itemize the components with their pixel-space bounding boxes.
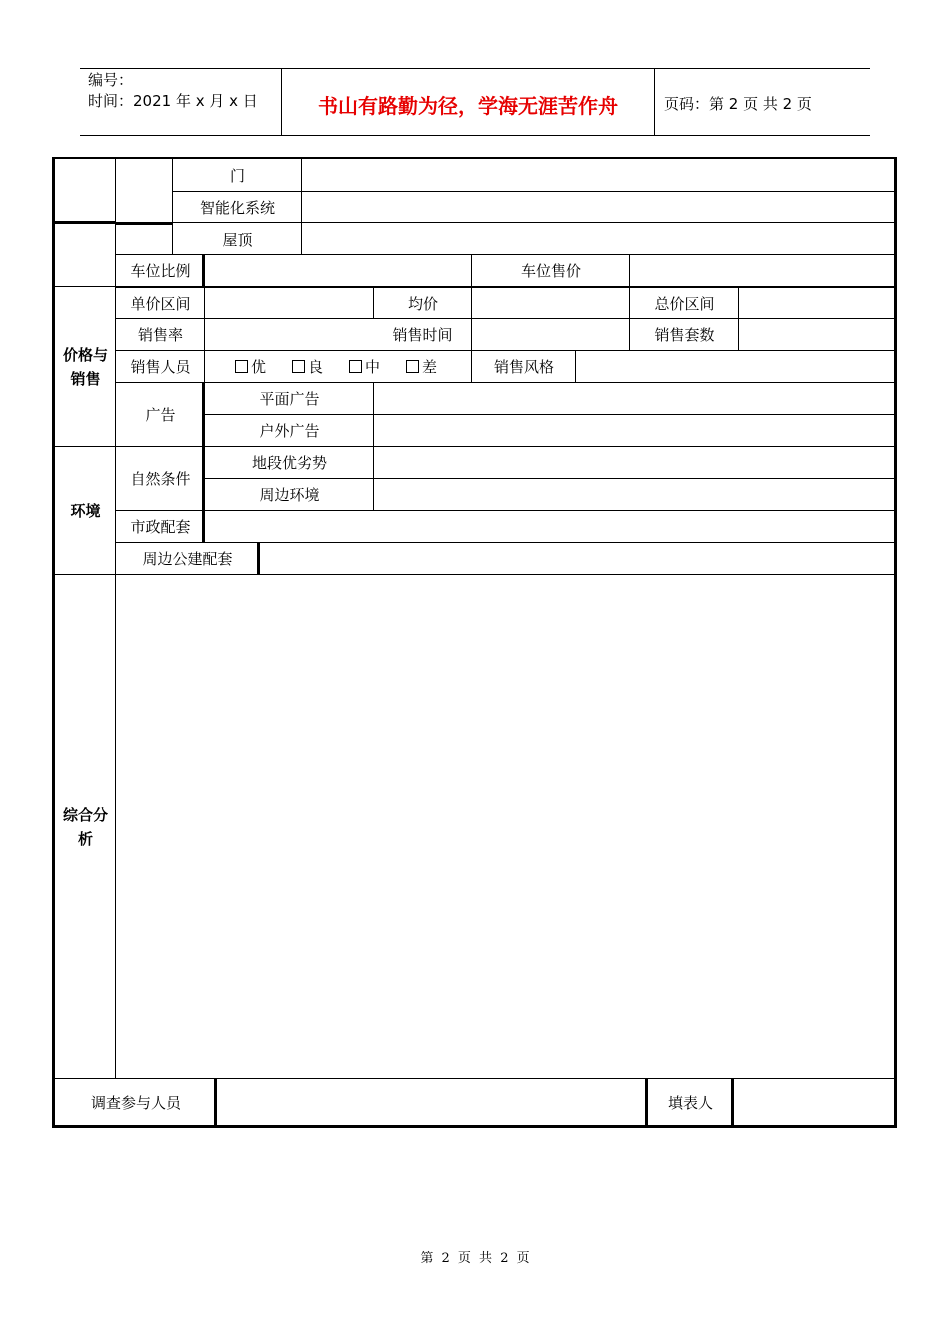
sales-staff-rating — [204, 350, 472, 382]
door-value[interactable] — [301, 159, 894, 191]
rating-option-medium[interactable]: 中 — [349, 356, 380, 377]
blank-cell — [115, 159, 173, 223]
sales-time-label: 销售时间 — [373, 318, 472, 350]
public-facilities-label: 周边公建配套 — [115, 542, 259, 574]
table-right-border — [894, 157, 897, 1128]
public-facilities-value[interactable] — [257, 542, 894, 574]
checkbox-icon[interactable] — [406, 360, 419, 373]
sales-time-value[interactable] — [471, 318, 630, 350]
table-bottom-border — [52, 1125, 897, 1128]
survey-participants-value[interactable] — [214, 1078, 647, 1125]
outdoor-ad-value[interactable] — [373, 414, 894, 446]
checkbox-icon[interactable] — [292, 360, 305, 373]
natural-conditions-label: 自然条件 — [115, 446, 205, 510]
header-divider — [654, 68, 655, 136]
blank-cell — [115, 222, 173, 255]
sales-style-label: 销售风格 — [471, 350, 576, 382]
sales-sets-label: 销售套数 — [629, 318, 739, 350]
roof-label: 屋顶 — [172, 222, 302, 255]
parking-ratio-value[interactable] — [202, 254, 472, 286]
checkbox-icon[interactable] — [235, 360, 248, 373]
roof-value[interactable] — [301, 222, 894, 255]
municipal-facilities-value[interactable] — [202, 510, 894, 542]
header-motto: 书山有路勤为径，学海无涯苦作舟 — [318, 94, 618, 118]
unit-price-range-label: 单价区间 — [115, 286, 205, 318]
checkbox-icon[interactable] — [349, 360, 362, 373]
rating-option-good[interactable]: 良 — [292, 356, 323, 377]
location-pros-cons-value[interactable] — [373, 446, 894, 478]
print-ad-value[interactable] — [373, 382, 894, 414]
parking-price-value[interactable] — [629, 254, 894, 286]
form-filler-value[interactable] — [731, 1078, 894, 1125]
total-price-range-label: 总价区间 — [629, 286, 739, 318]
municipal-facilities-label: 市政配套 — [115, 510, 205, 542]
section-environment: 环境 — [55, 446, 116, 574]
surroundings-value[interactable] — [373, 478, 894, 510]
rating-option-excellent[interactable]: 优 — [235, 356, 266, 377]
avg-price-label: 均价 — [373, 286, 472, 318]
parking-ratio-label: 车位比例 — [115, 254, 205, 286]
analysis-content[interactable] — [115, 574, 894, 1079]
location-pros-cons-label: 地段优劣势 — [202, 446, 374, 478]
time-label: 时间：2021 年 x 月 x 日 — [88, 92, 258, 110]
section-price-sales: 价格与销售 — [55, 286, 116, 446]
page-footer: 第 2 页 共 2 页 — [420, 1251, 530, 1266]
section-cell-blank — [55, 159, 116, 223]
header-meta — [88, 70, 258, 112]
sales-staff-label: 销售人员 — [115, 350, 205, 382]
total-price-range-value[interactable] — [738, 286, 894, 318]
section-analysis: 综合分析 — [55, 574, 116, 1079]
sales-sets-value[interactable] — [738, 318, 894, 350]
smart-system-label: 智能化系统 — [172, 191, 302, 223]
surroundings-label: 周边环境 — [202, 478, 374, 510]
avg-price-value[interactable] — [471, 286, 630, 318]
sales-rate-label: 销售率 — [115, 318, 205, 350]
door-label: 门 — [172, 159, 302, 191]
rating-option-poor[interactable]: 差 — [406, 356, 437, 377]
header-bottom-rule — [80, 135, 870, 136]
advertising-label: 广告 — [115, 382, 205, 446]
header-top-rule — [80, 68, 870, 69]
survey-participants-label: 调查参与人员 — [55, 1078, 217, 1125]
unit-price-range-value[interactable] — [204, 286, 374, 318]
sales-style-value[interactable] — [575, 350, 894, 382]
parking-price-label: 车位售价 — [471, 254, 630, 286]
header-page-info: 页码：第 2 页 共 2 页 — [664, 95, 812, 113]
number-label: 编号： — [88, 71, 134, 89]
section-cell-blank — [55, 224, 116, 286]
form-filler-label: 填表人 — [645, 1078, 733, 1125]
outdoor-ad-label: 户外广告 — [202, 414, 374, 446]
print-ad-label: 平面广告 — [202, 382, 374, 414]
smart-system-value[interactable] — [301, 191, 894, 223]
